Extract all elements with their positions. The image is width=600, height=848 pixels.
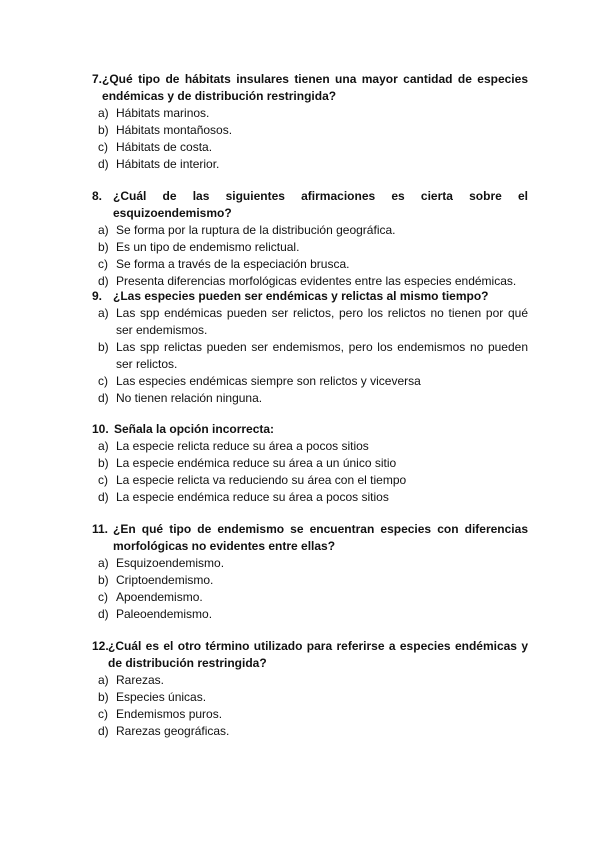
question-9	[92, 288, 528, 407]
option-letter: d)	[98, 724, 109, 738]
question-text: ¿Las especies pueden ser endémicas y relictas al mismo tiempo?	[113, 289, 489, 303]
option-list	[98, 305, 528, 407]
option-letter: c)	[98, 140, 108, 154]
option-text: Apoendemismo.	[116, 590, 203, 604]
question-10	[92, 421, 528, 506]
option-letter: c)	[98, 374, 108, 388]
option-letter: d)	[98, 391, 109, 405]
question-heading	[92, 521, 528, 555]
option-letter: b)	[98, 456, 109, 470]
option-letter: c)	[98, 707, 108, 721]
option-letter: b)	[98, 340, 109, 354]
option-d[interactable]	[98, 390, 528, 407]
option-list	[98, 105, 528, 173]
option-text: Presenta diferencias morfológicas evidentes entre las especies endémicas.	[116, 274, 517, 288]
question-text: ¿En qué tipo de endemismo se encuentran especies con diferencias morfológicas no evidentes entre ellas?	[113, 522, 528, 553]
option-list	[98, 672, 528, 740]
option-text: Rarezas geográficas.	[116, 724, 230, 738]
option-letter: c)	[98, 473, 108, 487]
option-text: Hábitats marinos.	[116, 106, 210, 120]
option-b[interactable]	[98, 339, 528, 373]
option-text: La especie relicta va reduciendo su área con el tiempo	[116, 473, 407, 487]
option-text: Esquizoendemismo.	[116, 556, 225, 570]
question-heading	[92, 638, 528, 672]
option-c[interactable]	[98, 472, 528, 489]
question-heading	[92, 188, 528, 222]
option-text: Endemismos puros.	[116, 707, 223, 721]
option-c[interactable]	[98, 373, 528, 390]
option-list	[98, 222, 528, 290]
option-text: La especie relicta reduce su área a pocos sitios	[116, 439, 369, 453]
option-text: Rarezas.	[116, 673, 165, 687]
option-a[interactable]	[98, 222, 528, 239]
option-letter: a)	[98, 106, 109, 120]
option-text: Es un tipo de endemismo relictual.	[116, 240, 300, 254]
option-c[interactable]	[98, 139, 528, 156]
option-letter: a)	[98, 673, 109, 687]
option-letter: b)	[98, 240, 109, 254]
option-b[interactable]	[98, 122, 528, 139]
option-text: La especie endémica reduce su área a pocos sitios	[116, 490, 389, 504]
option-letter: a)	[98, 556, 109, 570]
option-text: Hábitats montañosos.	[116, 123, 233, 137]
option-a[interactable]	[98, 305, 528, 339]
option-text: Las spp endémicas pueden ser relictos, pero los relictos no tienen por qué ser endemismos.	[116, 306, 528, 337]
option-d[interactable]	[98, 156, 528, 173]
question-text: ¿Cuál de las siguientes afirmaciones es cierta sobre el esquizoendemismo?	[113, 189, 528, 220]
option-letter: a)	[98, 439, 109, 453]
option-letter: a)	[98, 223, 109, 237]
option-letter: d)	[98, 274, 109, 288]
option-letter: b)	[98, 123, 109, 137]
question-number: 8.	[92, 189, 103, 203]
option-c[interactable]	[98, 256, 528, 273]
option-b[interactable]	[98, 455, 528, 472]
option-b[interactable]	[98, 572, 528, 589]
question-number: 12.	[92, 639, 109, 653]
option-text: Las spp relictas pueden ser endemismos, pero los endemismos no pueden ser relictos.	[116, 340, 528, 371]
option-d[interactable]	[98, 723, 528, 740]
option-a[interactable]	[98, 555, 528, 572]
option-letter: d)	[98, 607, 109, 621]
option-letter: b)	[98, 690, 109, 704]
option-letter: d)	[98, 157, 109, 171]
option-text: No tienen relación ninguna.	[116, 391, 263, 405]
option-a[interactable]	[98, 105, 528, 122]
question-number: 11.	[92, 522, 109, 536]
option-text: Hábitats de interior.	[116, 157, 220, 171]
question-heading	[92, 421, 528, 438]
option-b[interactable]	[98, 689, 528, 706]
option-letter: c)	[98, 257, 108, 271]
question-7	[92, 71, 528, 173]
question-text: Señala la opción incorrecta:	[114, 422, 275, 436]
question-number: 9.	[92, 289, 103, 303]
option-d[interactable]	[98, 606, 528, 623]
question-number: 10.	[92, 422, 109, 436]
option-a[interactable]	[98, 438, 528, 455]
option-text: Las especies endémicas siempre son relictos y viceversa	[116, 374, 421, 388]
option-list	[98, 438, 528, 506]
option-letter: a)	[98, 306, 109, 320]
question-12	[92, 638, 528, 740]
option-b[interactable]	[98, 239, 528, 256]
option-c[interactable]	[98, 589, 528, 606]
option-text: La especie endémica reduce su área a un único sitio	[116, 456, 397, 470]
option-text: Criptoendemismo.	[116, 573, 214, 587]
question-text: ¿Cuál es el otro término utilizado para referirse a especies endémicas y de distribución restringida?	[108, 639, 528, 670]
option-text: Se forma por la ruptura de la distribución geográfica.	[116, 223, 396, 237]
option-letter: c)	[98, 590, 108, 604]
option-letter: d)	[98, 490, 109, 504]
question-11	[92, 521, 528, 623]
question-heading	[92, 288, 528, 305]
option-a[interactable]	[98, 672, 528, 689]
option-list	[98, 555, 528, 623]
question-heading	[92, 71, 528, 105]
question-text: ¿Qué tipo de hábitats insulares tienen una mayor cantidad de especies endémicas y de distribución restringida?	[102, 72, 528, 103]
option-c[interactable]	[98, 706, 528, 723]
option-text: Hábitats de costa.	[116, 140, 213, 154]
option-text: Especies únicas.	[116, 690, 207, 704]
option-text: Paleoendemismo.	[116, 607, 213, 621]
option-d[interactable]	[98, 489, 528, 506]
question-number: 7.	[92, 72, 103, 86]
option-text: Se forma a través de la especiación brusca.	[116, 257, 350, 271]
option-letter: b)	[98, 573, 109, 587]
question-8	[92, 188, 528, 290]
